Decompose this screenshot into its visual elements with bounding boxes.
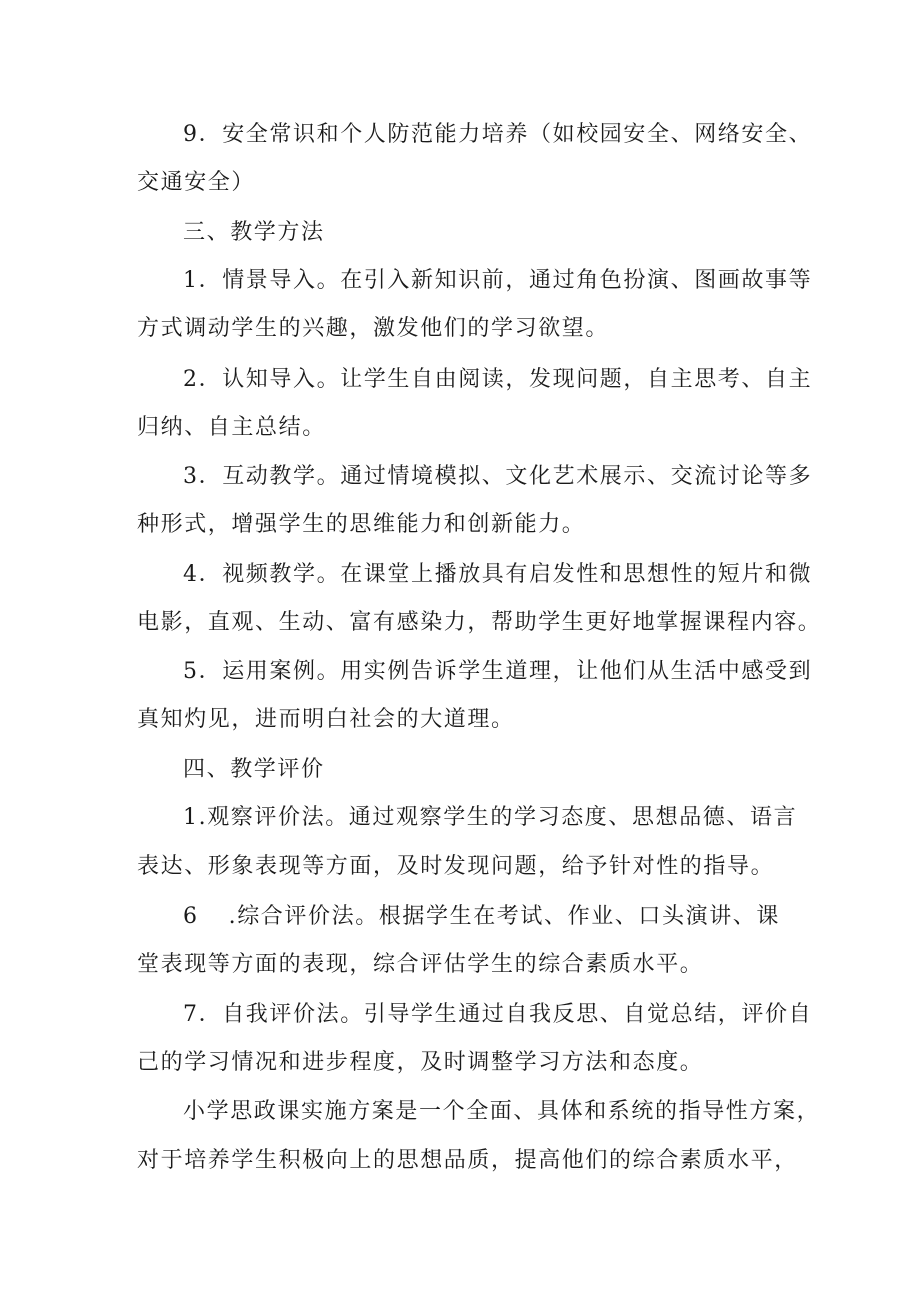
paragraph-line: 电影，直观、生动、富有感染力，帮助学生更好地掌握课程内容。 xyxy=(137,610,822,635)
paragraph-line: 堂表现等方面的表现，综合评估学生的综合素质水平。 xyxy=(137,952,704,977)
paragraph-line: 交通安全） xyxy=(137,170,256,195)
paragraph-line: 己的学习情况和进步程度，及时调整学习方法和态度。 xyxy=(137,1050,704,1075)
paragraph-line: 3．互动教学。通过情境模拟、文化艺术展示、交流讨论等多 xyxy=(183,464,813,489)
paragraph-line: 对于培养学生积极向上的思想品质，提高他们的综合素质水平， xyxy=(137,1148,798,1173)
paragraph-line: 9．安全常识和个人防范能力培养（如校园安全、网络安全、 xyxy=(183,122,813,147)
section-heading: 三、教学方法 xyxy=(183,220,325,245)
paragraph-line: 方式调动学生的兴趣，激发他们的学习欲望。 xyxy=(137,316,610,341)
paragraph-line: 归纳、自主总结。 xyxy=(137,415,326,440)
paragraph-line: 1．情景导入。在引入新知识前，通过角色扮演、图画故事等 xyxy=(183,268,813,293)
paragraph-line: 4．视频教学。在课堂上播放具有启发性和思想性的短片和微 xyxy=(183,562,813,587)
paragraph-line: 种形式，增强学生的思维能力和创新能力。 xyxy=(137,512,586,537)
paragraph-line: 2．认知导入。让学生自由阅读，发现问题，自主思考、自主 xyxy=(183,367,813,392)
paragraph-line xyxy=(183,902,780,932)
paragraph-line: 1.观察评价法。通过观察学生的学习态度、思想品德、语言 xyxy=(183,805,798,830)
paragraph-line: 真知灼见，进而明白社会的大道理。 xyxy=(137,707,515,732)
item-text: .综合评价法。根据学生在考试、作业、口头演讲、课 xyxy=(228,904,781,929)
paragraph-line: 5．运用案例。用实例告诉学生道理，让他们从生活中感受到 xyxy=(183,659,813,684)
paragraph-line: 小学思政课实施方案是一个全面、具体和系统的指导性方案， xyxy=(183,1099,821,1124)
paragraph-line: 表达、形象表现等方面，及时发现问题，给予针对性的指导。 xyxy=(137,854,775,879)
section-heading: 四、教学评价 xyxy=(183,757,325,782)
paragraph-line: 7．自我评价法。引导学生通过自我反思、自觉总结，评价自 xyxy=(183,1002,813,1027)
item-number: 6 xyxy=(183,904,199,929)
